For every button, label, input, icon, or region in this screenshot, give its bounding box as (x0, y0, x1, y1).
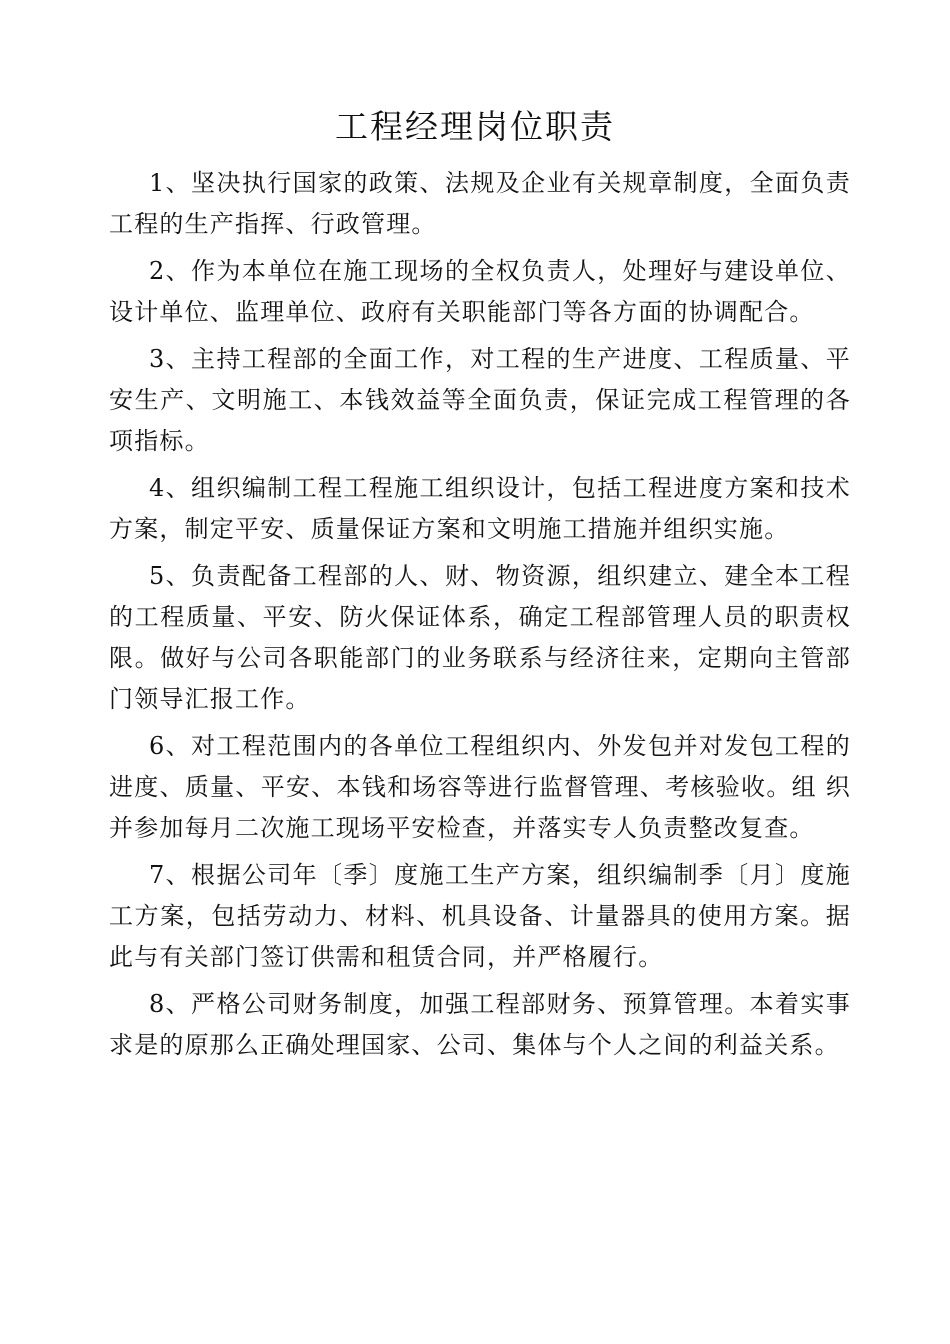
duty-paragraph-5: 5、负责配备工程部的人、财、物资源，组织建立、建全本工程的工程质量、平安、防火保证体系，确定工程部管理人员的职责权限。做好与公司各职能部门的业务联系与经济往来，定期向主管部门领导汇报工作。 (109, 562, 851, 713)
duty-paragraph-4: 4、组织编制工程工程施工组织设计，包括工程进度方案和技术方案，制定平安、质量保证方案和文明施工措施并组织实施。 (109, 474, 851, 543)
duty-paragraph-8: 8、严格公司财务制度，加强工程部财务、预算管理。本着实事求是的原那么正确处理国家、公司、集体与个人之间的利益关系。 (109, 990, 851, 1059)
duty-paragraph-2: 2、作为本单位在施工现场的全权负责人，处理好与建设单位、设计单位、监理单位、政府有关职能部门等各方面的协调配合。 (109, 257, 851, 326)
page-title: 工程经理岗位职责 (335, 107, 615, 146)
duty-paragraph-1: 1、坚决执行国家的政策、法规及企业有关规章制度，全面负责工程的生产指挥、行政管理。 (109, 169, 851, 238)
duty-paragraph-3: 3、主持工程部的全面工作，对工程的生产进度、工程质量、平安生产、文明施工、本钱效益等全面负责，保证完成工程管理的各项指标。 (109, 345, 851, 455)
document-body (109, 163, 851, 1072)
duty-paragraph-7: 7、根据公司年〔季〕度施工生产方案，组织编制季〔月〕度施工方案，包括劳动力、材料、机具设备、计量器具的使用方案。据此与有关部门签订供需和租赁合同，并严格履行。 (109, 861, 851, 971)
duty-paragraph-6: 6、对工程范围内的各单位工程组织内、外发包并对发包工程的进度、质量、平安、本钱和场容等进行监督管理、考核验收。组 织并参加每月二次施工现场平安检查，并落实专人负责整改复查。 (109, 732, 851, 842)
